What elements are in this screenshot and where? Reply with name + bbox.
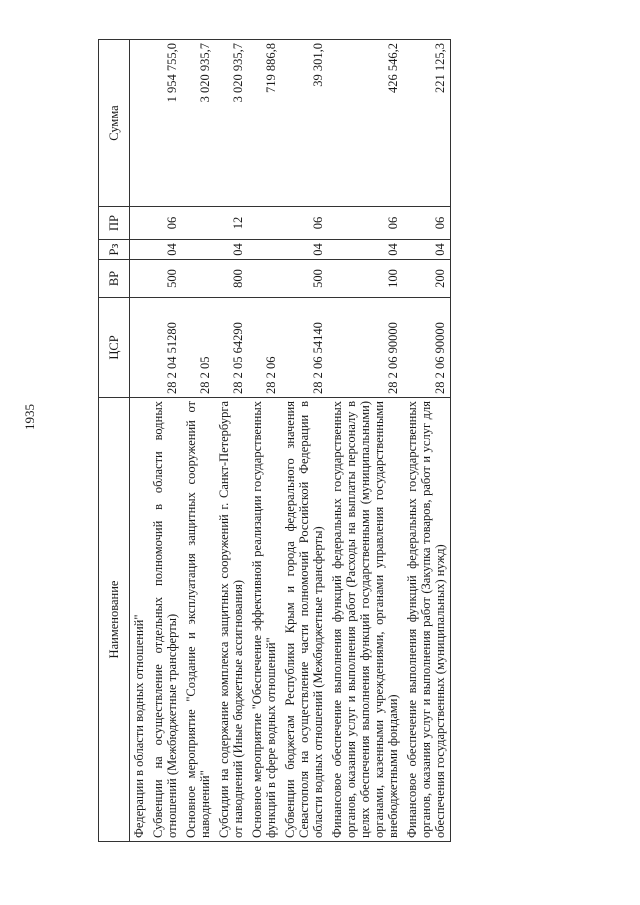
row-pr: 06 <box>403 207 451 240</box>
row-pr: 06 <box>281 207 328 240</box>
table-row <box>130 40 150 842</box>
page-number: 1935 <box>22 404 37 430</box>
header-vr: ВР <box>99 260 130 298</box>
row-pr <box>130 207 150 240</box>
header-sum: Сумма <box>99 40 130 207</box>
budget-table <box>98 39 451 842</box>
row-csr: 28 2 04 51280 <box>149 298 182 398</box>
budget-table-sheet <box>98 40 582 842</box>
row-sum: 426 546,2 <box>328 40 403 207</box>
row-name: Субвенции на осуществление отдельных полномочий в области водных отношений (Межбюджетные трансферты) <box>149 398 182 842</box>
row-name: Федерации в области водных отношений" <box>130 398 150 842</box>
row-pr: 06 <box>328 207 403 240</box>
row-rz <box>248 240 281 260</box>
row-rz: 04 <box>328 240 403 260</box>
row-sum <box>130 40 150 207</box>
row-sum: 1 954 755,0 <box>149 40 182 207</box>
row-pr <box>248 207 281 240</box>
table-row <box>248 40 281 842</box>
row-name: Основное мероприятие "Обеспечение эффективной реализации государственных функций в сфере водных отношений" <box>248 398 281 842</box>
row-name: Финансовое обеспечение выполнения функций федеральных государственных органов, оказания услуг и выполнения работ (Расходы на выплаты персоналу в целях обеспечения выполнения функций государственными (муниципальными) органами, казенными учреждениями, органами управления государственными внебюджетными фондами) <box>328 398 403 842</box>
row-pr: 12 <box>215 207 248 240</box>
row-csr: 28 2 05 64290 <box>215 298 248 398</box>
row-sum: 719 886,8 <box>248 40 281 207</box>
row-sum: 39 301,0 <box>281 40 328 207</box>
header-rz: Рз <box>99 240 130 260</box>
header-csr: ЦСР <box>99 298 130 398</box>
row-csr: 28 2 06 54140 <box>281 298 328 398</box>
row-name: Финансовое обеспечение выполнения функций федеральных государственных органов, оказания услуг и выполнения работ (Закупка товаров, работ и услуг для обеспечения государственных (муниципальных) нужд) <box>403 398 451 842</box>
row-rz: 04 <box>281 240 328 260</box>
table-row <box>328 40 403 842</box>
row-csr <box>130 298 150 398</box>
row-rz: 04 <box>403 240 451 260</box>
table-row <box>149 40 182 842</box>
table-row <box>182 40 215 842</box>
row-vr: 500 <box>149 260 182 298</box>
row-csr: 28 2 05 <box>182 298 215 398</box>
table-row <box>215 40 248 842</box>
row-vr <box>130 260 150 298</box>
row-rz <box>182 240 215 260</box>
row-csr: 28 2 06 90000 <box>403 298 451 398</box>
row-name: Субвенции бюджетам Республики Крым и города федерального значения Севастополя на осуществление части полномочий Российской Федерации в области водных отношений (Межбюджетные трансферты) <box>281 398 328 842</box>
row-sum: 3 020 935,7 <box>182 40 215 207</box>
row-csr: 28 2 06 90000 <box>328 298 403 398</box>
row-rz <box>130 240 150 260</box>
row-rz: 04 <box>215 240 248 260</box>
row-vr: 200 <box>403 260 451 298</box>
row-pr <box>182 207 215 240</box>
table-row <box>403 40 451 842</box>
row-name: Субсидии на содержание комплекса защитных сооружений г. Санкт-Петербурга от наводнений (Иные бюджетные ассигнования) <box>215 398 248 842</box>
row-vr <box>248 260 281 298</box>
table-header-row <box>99 40 130 842</box>
header-name: Наименование <box>99 398 130 842</box>
header-pr: ПР <box>99 207 130 240</box>
row-vr <box>182 260 215 298</box>
row-vr: 500 <box>281 260 328 298</box>
row-vr: 100 <box>328 260 403 298</box>
row-csr: 28 2 06 <box>248 298 281 398</box>
row-sum: 3 020 935,7 <box>215 40 248 207</box>
row-rz: 04 <box>149 240 182 260</box>
row-sum: 221 125,3 <box>403 40 451 207</box>
row-pr: 06 <box>149 207 182 240</box>
table-row <box>281 40 328 842</box>
row-name: Основное мероприятие "Создание и эксплуатация защитных сооружений от наводнений" <box>182 398 215 842</box>
row-vr: 800 <box>215 260 248 298</box>
